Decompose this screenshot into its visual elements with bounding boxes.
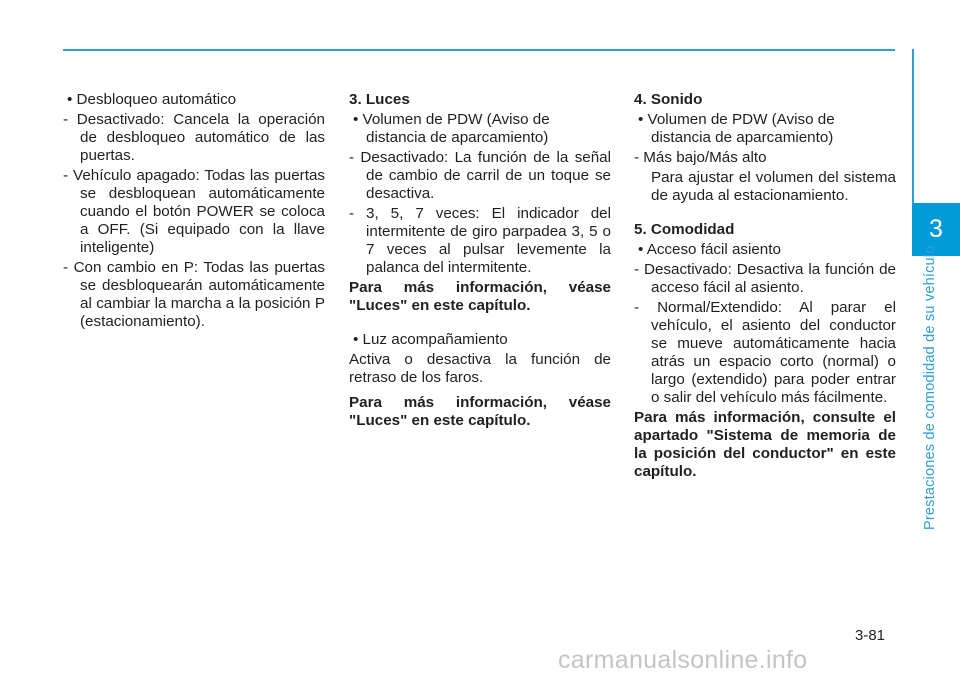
side-rule <box>912 49 914 203</box>
reference-note: Para más información, véase "Luces" en este capítulo. <box>349 279 611 314</box>
list-item: - 3, 5, 7 veces: El indicador del intermitente de giro parpadea 3, 5 o 7 veces al pulsar levemente la palanca del intermitente. <box>349 205 611 276</box>
reference-note: Para más información, consulte el apartado "Sistema de memoria de la posición del conductor" en este capítulo. <box>634 409 896 480</box>
bullet-pdw-volume: • Volumen de PDW (Aviso de distancia de aparcamiento) <box>638 111 835 146</box>
list-item: - Desactivado: Cancela la operación de desbloqueo automático de las puertas. <box>63 111 325 164</box>
column-2 <box>349 91 611 437</box>
bullet-pdw-volume: • Volumen de PDW (Aviso de distancia de aparcamiento) <box>353 111 550 146</box>
list-item: - Con cambio en P: Todas las puertas se desbloquearán automáticamente al cambiar la marcha a la posición P (estacionamiento). <box>63 259 325 330</box>
list-item: - Vehículo apagado: Todas las puertas se desbloquean automáticamente cuando el botón POWER se coloca a OFF. (Si equipado con la llave inteligente) <box>63 167 325 256</box>
list-item: - Desactivado: Desactiva la función de acceso fácil al asiento. <box>634 261 896 296</box>
bullet-auto-unlock: • Desbloqueo automático <box>67 91 237 108</box>
column-3 <box>634 91 896 488</box>
page-number: 3-81 <box>855 627 886 644</box>
watermark: carmanualsonline.info <box>558 646 808 674</box>
reference-note: Para más información, véase "Luces" en este capítulo. <box>349 394 611 429</box>
header-rule <box>63 49 895 51</box>
column-1 <box>63 91 325 333</box>
list-item: - Desactivado: La función de la señal de cambio de carril de un toque se desactiva. <box>349 149 611 202</box>
list-item: - Más bajo/Más alto <box>634 149 767 166</box>
list-item: - Normal/Extendido: Al parar el vehículo, el asiento del conductor se mueve automáticamente hacia atrás un espacio corto (normal) o largo (extendido) para poder entrar o salir del vehículo más fácilmente. <box>634 299 896 406</box>
paragraph: Activa o desactiva la función de retraso de los faros. <box>349 351 611 386</box>
heading-sonido: 4. Sonido <box>634 91 703 108</box>
list-item-detail: Para ajustar el volumen del sistema de ayuda al estacionamiento. <box>651 169 896 204</box>
heading-luces: 3. Luces <box>349 91 410 108</box>
heading-comodidad: 5. Comodidad <box>634 221 735 238</box>
bullet-escort-light: • Luz acompañamiento <box>353 331 508 348</box>
chapter-title: Prestaciones de comodidad de su vehículo <box>922 245 938 530</box>
bullet-easy-access: • Acceso fácil asiento <box>638 241 781 258</box>
chapter-number: 3 <box>929 215 943 243</box>
